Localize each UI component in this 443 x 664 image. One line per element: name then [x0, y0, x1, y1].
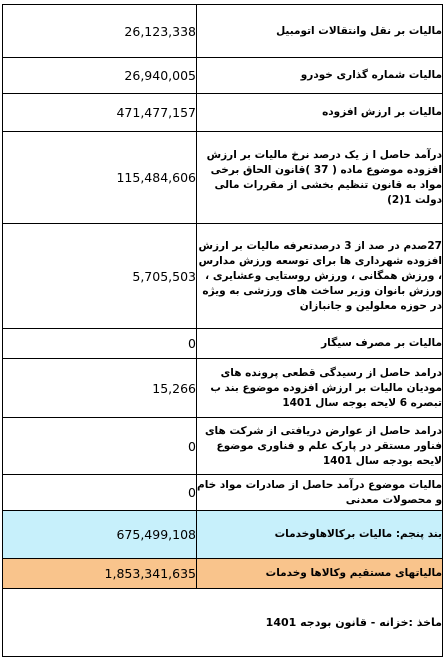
row-label: مالیات بر ارزش افزوده [197, 94, 443, 132]
row-label: درآمد حاصل ا ز یک درصد نرخ مالیات بر ارزش افزوده موضوع ماده ( 37 )قانون الحاق برخی مواد به قانون تنظیم بخشی از مقررات مالی دولت 1(2) [197, 132, 443, 224]
total-label: مالیاتهای مستقیم وکالاها وخدمات [197, 559, 443, 589]
row-value: 0 [3, 475, 197, 511]
subtotal-value: 675,499,108 [3, 511, 197, 559]
table-row [3, 418, 443, 475]
row-label: درامد حاصل از رسیدگی قطعی پرونده های مودیان مالیات بر ارزش افزوده موضوع بند ب تبصره 6 لایحه بوجه سال 1401 [197, 359, 443, 418]
row-value: 15,266 [3, 359, 197, 418]
subtotal-row [3, 511, 443, 559]
total-row [3, 559, 443, 589]
row-value: 115,484,606 [3, 132, 197, 224]
row-value: 0 [3, 418, 197, 475]
table-row [3, 94, 443, 132]
row-value: 5,705,503 [3, 224, 197, 329]
table-row [3, 224, 443, 329]
source-note: ماخذ :خزانه - قانون بودجه 1401 [3, 589, 443, 657]
table-row [3, 132, 443, 224]
row-value: 26,940,005 [3, 58, 197, 94]
row-label: مالیات بر مصرف سیگار [197, 329, 443, 359]
row-label: درامد حاصل از عوارض دریافتی از شرکت های فناور مستقر در پارک علم و فناوری موضوع لایحه بودجه سال 1401 [197, 418, 443, 475]
row-value: 26,123,338 [3, 5, 197, 58]
table-row [3, 329, 443, 359]
row-label: 27صدم در صد از 3 درصدتعرفه مالیات بر ارزش افزوده شهرداری ها برای توسعه ورزش مدارس ، ورزش همگانی ، ورزش روستایی وعشایری ، ورزش بانوان وزیر ساخت های ورزشی به ویژه در حوزه معلولین و جانبازان [197, 224, 443, 329]
row-label: مالیات موضوع درآمد حاصل از صادرات مواد خام و محصولات معدنی [197, 475, 443, 511]
total-value: 1,853,341,635 [3, 559, 197, 589]
row-label: مالیات شماره گذاری خودرو [197, 58, 443, 94]
row-label: مالیات بر نقل وانتقالات اتومبیل [197, 5, 443, 58]
row-value: 471,477,157 [3, 94, 197, 132]
source-row [3, 589, 443, 657]
table-row [3, 359, 443, 418]
subtotal-label: بند پنجم: مالیات برکالاهاوخدمات [197, 511, 443, 559]
table-row [3, 5, 443, 58]
table-row [3, 475, 443, 511]
tax-revenue-table [2, 4, 443, 657]
table-row [3, 58, 443, 94]
row-value: 0 [3, 329, 197, 359]
